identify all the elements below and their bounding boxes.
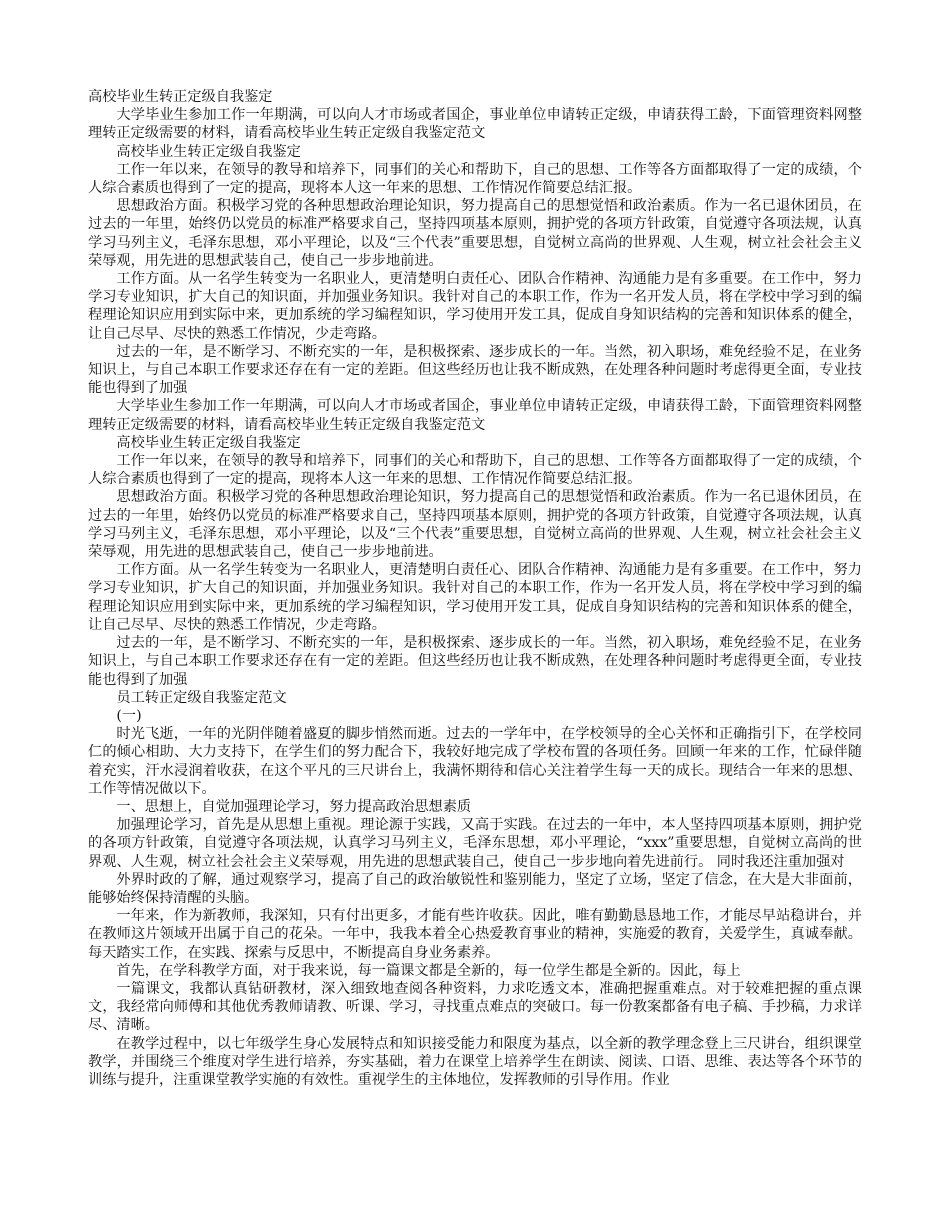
body-paragraph: 在教学过程中，以七年级学生身心发展特点和知识接受能力和限度为基点，以全新的教学理念登上三尺讲台，组织课堂教学，并围绕三个维度对学生进行培养，夯实基础，着力在课堂上培养学生在朗读、阅读、口语、思维、表达等各个环节的训练与提升，注重课堂教学实施的有效性。重视学生的主体地位，发挥教师的引导作用。作业 [88, 1035, 862, 1088]
body-paragraph: 工作方面。从一名学生转变为一名职业人，更清楚明白责任心、团队合作精神、沟通能力是有多重要。在工作中，努力学习专业知识，扩大自己的知识面，并加强业务知识。我针对自己的本职工作，作为一名开发人员，将在学校中学习到的编程理论知识应用到实际中来，更加系统的学习编程知识，学习使用开发工具，促成自身知识结构的完善和知识体系的健全，让自己尽早、尽快的熟悉工作情况，少走弯路。 [88, 562, 862, 633]
section-heading: 高校毕业生转正定级自我鉴定 [116, 143, 301, 160]
body-paragraph: 工作方面。从一名学生转变为一名职业人，更清楚明白责任心、团队合作精神、沟通能力是有多重要。在工作中，努力学习专业知识，扩大自己的知识面，并加强业务知识。我针对自己的本职工作，作为一名开发人员，将在学校中学习到的编程理论知识应用到实际中来，更加系统的学习编程知识，学习使用开发工具，促成自身知识结构的完善和知识体系的健全，让自己尽早、尽快的熟悉工作情况，少走弯路。 [88, 271, 862, 342]
body-paragraph: 思想政治方面。积极学习党的各种思想政治理论知识，努力提高自己的思想觉悟和政治素质。作为一名已退休团员，在过去的一年里，始终仍以党员的标准严格要求自己，坚持四项基本原则，拥护党的各项方针政策，自觉遵守各项法规，认真学习马列主义，毛泽东思想，邓小平理论，以及“三个代表”重要思想，自觉树立高尚的世界观、人生观，树立社会社会主义荣辱观，用先进的思想武装自己，使自己一步步地前进。 [88, 489, 862, 561]
section-heading: 高校毕业生转正定级自我鉴定 [116, 434, 301, 451]
section-number: (一) [116, 707, 142, 724]
intro-paragraph: 大学毕业生参加工作一年期满，可以向人才市场或者国企，事业单位申请转正定级，申请获得工龄，下面管理资料网整理转正定级需要的材料，请看高校毕业生转正定级自我鉴定范文 [88, 398, 862, 433]
body-paragraph: 一年来，作为新教师，我深知，只有付出更多，才能有些许收获。因此，唯有勤勤恳恳地工作，才能尽早站稳讲台，并在教师这片领域开出属于自己的花朵。一年中，我我本着全心热爱教育事业的精神，实施爱的教育，关爱学生，真诚奉献。每天踏实工作，在实践、探索与反思中，不断提高自身业务素养。 [88, 908, 862, 961]
intro-paragraph: 大学毕业生参加工作一年期满，可以向人才市场或者国企，事业单位申请转正定级，申请获得工龄，下面管理资料网整理转正定级需要的材料，请看高校毕业生转正定级自我鉴定范文 [88, 107, 862, 142]
body-paragraph: 加强理论学习，首先是从思想上重视。理论源于实践，又高于实践。在过去的一年中，本人坚持四项基本原则，拥护党的各项方针政策，自觉遵守各项法规，认真学习马列主义，毛泽东思想，邓小平理论，“xxx”重要思想，自觉树立高尚的世界观、人生观，树立社会社会主义荣辱观，用先进的思想武装自己，使自己一步步地向着先进前行。 同时我还注重加强对 [88, 817, 862, 870]
body-paragraph: 工作一年以来，在领导的教导和培养下，同事们的关心和帮助下，自己的思想、工作等各方面都取得了一定的成绩，个人综合素质也得到了一定的提高，现将本人这一年来的思想、工作情况作简要总结汇报。 [88, 161, 862, 197]
body-paragraph: 首先，在学科教学方面，对于我来说，每一篇课文都是全新的，每一位学生都是全新的。因此，每上 [116, 962, 741, 979]
body-paragraph: 思想政治方面。积极学习党的各种思想政治理论知识，努力提高自己的思想觉悟和政治素质。作为一名已退休团员，在过去的一年里，始终仍以党员的标准严格要求自己，坚持四项基本原则，拥护党的各项方针政策，自觉遵守各项法规，认真学习马列主义，毛泽东思想，邓小平理论，以及“三个代表”重要思想，自觉树立高尚的世界观、人生观，树立社会社会主义荣辱观，用先进的思想武装自己，使自己一步步地前进。 [88, 198, 862, 269]
body-paragraph: 工作一年以来，在领导的教导和培养下，同事们的关心和帮助下，自己的思想、工作等各方面都取得了一定的成绩，个人综合素质也得到了一定的提高，现将本人这一年来的思想、工作情况作简要总结汇报。 [88, 453, 862, 488]
section-heading: 员工转正定级自我鉴定范文 [116, 689, 287, 706]
subsection-heading: 一、思想上，自觉加强理论学习，努力提高政治思想素质 [116, 798, 472, 815]
body-paragraph: 过去的一年，是不断学习、不断充实的一年，是积极探索、逐步成长的一年。当然，初入职场，难免经验不足，在业务知识上，与自己本职工作要求还存在有一定的差距。但这些经历也让我不断成熟，在处理各种问题时考虑得更全面，专业技能也得到了加强 [88, 635, 862, 688]
body-paragraph: 外界时政的了解，通过观察学习，提高了自己的政治敏锐性和鉴别能力，坚定了立场，坚定了信念，在大是大非面前，能够始终保持清醒的头脑。 [88, 871, 862, 906]
body-paragraph: 一篇课文，我都认真钻研教材，深入细致地查阅各种资料，力求吃透文本，准确把握重难点。对于较难把握的重点课文，我经常向师傅和其他优秀教师请教、听课、学习，寻找重点难点的突破口。每一份教案都备有电子稿、手抄稿，力求详尽、清晰。 [88, 980, 862, 1034]
document-title: 高校毕业生转正定级自我鉴定 [88, 89, 273, 105]
body-paragraph: 时光飞逝，一年的光阴伴随着盛夏的脚步悄然而逝。过去的一学年中，在学校领导的全心关怀和正确指引下，在学校同仁的倾心相助、大力支持下，在学生们的努力配合下，我较好地完成了学校布置的各项任务。回顾一年来的工作，忙碌伴随着充实，汗水浸润着收获，在这个平凡的三尺讲台上，我满怀期待和信心关注着学生每一天的成长。现结合一年来的思想、工作等情况做以下。 [88, 726, 862, 797]
body-paragraph: 过去的一年，是不断学习、不断充实的一年，是积极探索、逐步成长的一年。当然，初入职场，难免经验不足，在业务知识上，与自己本职工作要求还存在有一定的差距。但这些经历也让我不断成熟，在处理各种问题时考虑得更全面，专业技能也得到了加强 [88, 343, 862, 397]
